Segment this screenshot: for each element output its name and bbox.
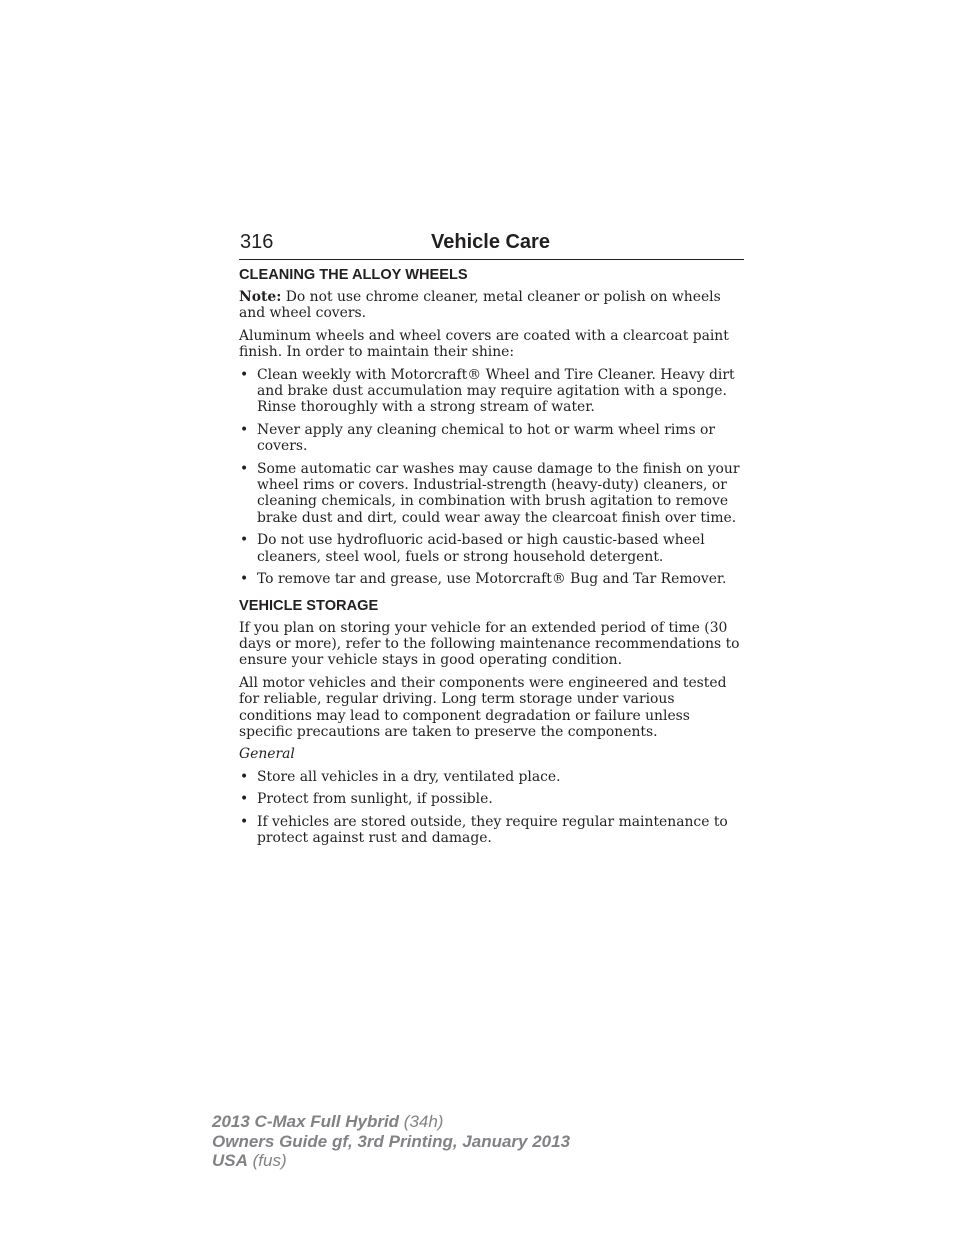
list-item-text: Do not use hydrofluoric acid-based or high caustic-based wheel cleaners, steel wool, fuels or strong household detergent.	[257, 532, 705, 565]
bullet-icon: •	[240, 460, 249, 477]
storage-paragraph-2: All motor vehicles and their components were engineered and tested for reliable, regular driving. Long term storage under various conditions may lead to component degradation or failure unless specific precautions are taken to preserve the components.	[239, 674, 727, 740]
bullet-icon: •	[240, 421, 249, 438]
footer-market: USA	[212, 1151, 248, 1170]
list-item-text: Protect from sunlight, if possible.	[257, 791, 493, 808]
list-item	[239, 422, 744, 455]
page-number: 316	[240, 231, 274, 253]
footer-line-1	[212, 1112, 570, 1132]
bullet-icon: •	[240, 813, 249, 830]
page-content	[239, 266, 744, 852]
bullet-icon: •	[240, 571, 249, 588]
footer-model-code: (34h)	[399, 1112, 444, 1131]
list-item	[239, 461, 744, 527]
page-footer	[212, 1112, 570, 1171]
list-item-text: Some automatic car washes may cause damage to the finish on your wheel rims or covers. Industrial-strength (heavy-duty) cleaners, or cleaning chemicals, in combination with brush agitation to remove brake dust and dirt, could wear away the clearcoat finish over time.	[257, 460, 740, 526]
cleaning-note	[239, 289, 744, 322]
note-text: Do not use chrome cleaner, metal cleaner or polish on wheels and wheel covers.	[239, 289, 721, 322]
footer-line-3	[212, 1151, 570, 1171]
storage-heading: VEHICLE STORAGE	[239, 597, 379, 614]
bullet-icon: •	[240, 768, 249, 785]
cleaning-bullet-list	[239, 367, 744, 588]
list-item	[239, 367, 744, 416]
list-item	[239, 791, 744, 807]
note-label: Note:	[239, 289, 282, 305]
storage-paragraph-1: If you plan on storing your vehicle for an extended period of time (30 days or more), refer to the following maintenance recommendations to ensure your vehicle stays in good operating condition.	[239, 619, 740, 669]
list-item-text: To remove tar and grease, use Motorcraft® Bug and Tar Remover.	[257, 571, 727, 588]
footer-model: 2013 C-Max Full Hybrid	[212, 1112, 400, 1131]
footer-printing: Owners Guide gf, 3rd Printing, January 2013	[212, 1131, 571, 1151]
storage-subheading: General	[239, 746, 295, 763]
footer-line-2	[212, 1132, 570, 1152]
list-item-text: Store all vehicles in a dry, ventilated place.	[257, 768, 561, 785]
list-item	[239, 532, 744, 565]
footer-market-code: (fus)	[247, 1151, 287, 1170]
storage-bullet-list	[239, 769, 744, 847]
list-item	[239, 814, 744, 847]
page-header	[239, 228, 744, 260]
cleaning-intro: Aluminum wheels and wheel covers are coated with a clearcoat paint finish. In order to maintain their shine:	[239, 327, 729, 361]
section-title: Vehicle Care	[431, 231, 550, 253]
list-item-text: Clean weekly with Motorcraft® Wheel and Tire Cleaner. Heavy dirt and brake dust accumulation may require agitation with a sponge. Rinse thoroughly with a strong stream of water.	[257, 366, 735, 416]
list-item	[239, 769, 744, 785]
list-item-text: Never apply any cleaning chemical to hot or warm wheel rims or covers.	[257, 421, 716, 455]
list-item	[239, 571, 744, 587]
bullet-icon: •	[240, 366, 249, 383]
cleaning-heading: CLEANING THE ALLOY WHEELS	[239, 267, 468, 283]
list-item-text: If vehicles are stored outside, they require regular maintenance to protect against rust and damage.	[257, 813, 728, 846]
bullet-icon: •	[240, 791, 249, 808]
bullet-icon: •	[240, 532, 249, 549]
